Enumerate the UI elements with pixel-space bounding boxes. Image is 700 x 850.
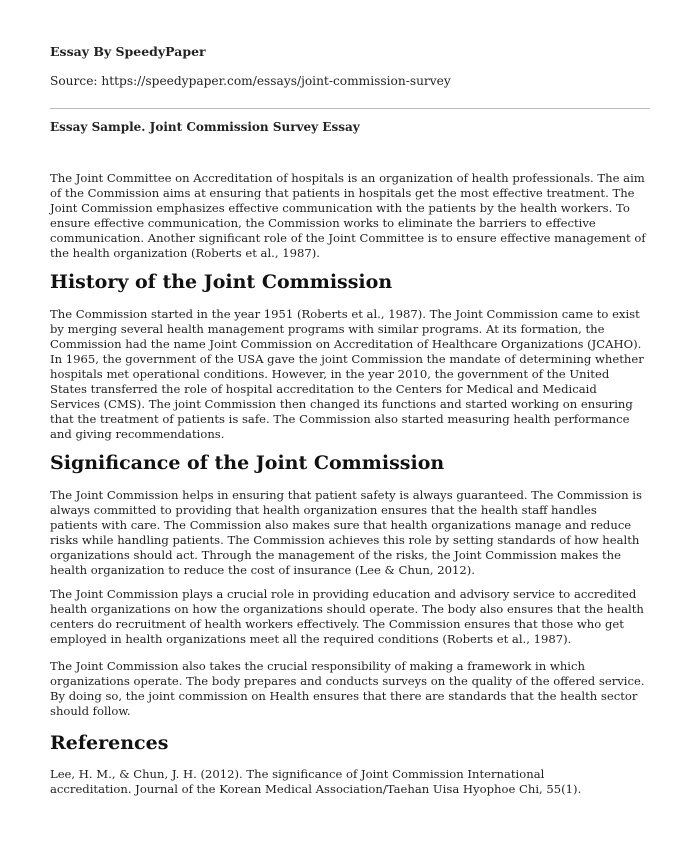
text-line: centers do recruitment of health workers effectively. The Commission ensures that those who get [50,617,624,631]
significance-paragraph-2 [50,587,654,647]
text-line: The Joint Committee on Accreditation of hospitals is an organization of health professionals. The aim [50,171,645,185]
text-line: Commission had the name Joint Commission on Accreditation of Healthcare Organizations (JCAHO). [50,337,642,351]
intro-paragraph [50,171,654,261]
history-heading: History of the Joint Commission [50,271,393,293]
text-line: By doing so, the joint commission on Health ensures that there are standards that the health sector [50,689,638,703]
history-paragraph [50,307,654,442]
text-line: patients with care. The Commission also makes sure that health organizations manage and reduce [50,518,632,532]
essay-title: Essay Sample. Joint Commission Survey Essay [50,120,360,134]
text-line: health organizations on how the organizations should operate. The body also ensures that the health [50,602,644,616]
text-line: always committed to providing that health organization ensures that the health staff handles [50,503,597,517]
text-line: the health organization (Roberts et al., 1987). [50,246,320,260]
references-heading: References [50,732,169,754]
source-line: Source: https://speedypaper.com/essays/joint-commission-survey [50,74,451,88]
site-title: Essay By SpeedyPaper [50,44,206,59]
text-line: by merging several health management programs with similar programs. At its formation, the [50,322,605,336]
text-line: employed in health organizations meet all the required conditions (Roberts et al., 1987). [50,632,572,646]
reference-entry: Lee, H. M., & Chun, J. H. (2012). The significance of Joint Commission International [50,767,545,781]
text-line: that the treatment of patients is safe. The Commission also started measuring health performance [50,412,630,426]
text-line: States transferred the role of hospital accreditation to the Centers for Medical and Medicaid [50,382,597,396]
text-line: organizations operate. The body prepares and conducts surveys on the quality of the offered service. [50,674,645,688]
text-line: communication. Another significant role of the Joint Committee is to ensure effective management of [50,231,646,245]
text-line: and giving recommendations. [50,427,225,441]
text-line: of the Commission aims at ensuring that patients in hospitals get the most effective treatment. The [50,186,635,200]
text-line: health organization to reduce the cost of insurance (Lee & Chun, 2012). [50,563,475,577]
text-line: ensure effective communication, the Commission works to eliminate the barriers to effective [50,216,596,230]
text-line: The Joint Commission helps in ensuring that patient safety is always guaranteed. The Commission is [50,488,642,502]
reference-entry: accreditation. Journal of the Korean Medical Association/Taehan Uisa Hyophoe Chi, 55(1). [50,782,582,796]
text-line: Services (CMS). The joint Commission then changed its functions and started working on ensuring [50,397,633,411]
text-line: The Joint Commission also takes the crucial responsibility of making a framework in which [50,659,585,673]
text-line: hospitals met operational conditions. However, in the year 2010, the government of the United [50,367,610,381]
significance-paragraph-3 [50,659,654,719]
text-line: organizations should act. Through the management of the risks, the Joint Commission makes the [50,548,621,562]
text-line: risks while handling patients. The Commission achieves this role by setting standards of how health [50,533,640,547]
text-line: The Commission started in the year 1951 (Roberts et al., 1987). The Joint Commission came to exist [50,307,640,321]
references-list [50,767,654,797]
text-line: In 1965, the government of the USA gave the joint Commission the mandate of determining whether [50,352,644,366]
text-line: The Joint Commission plays a crucial role in providing education and advisory service to accredited [50,587,637,601]
header-divider [50,108,650,109]
text-line: Joint Commission emphasizes effective communication with the patients by the health workers. To [50,201,630,215]
significance-paragraph-1 [50,488,654,578]
text-line: should follow. [50,704,131,718]
significance-heading: Significance of the Joint Commission [50,452,445,474]
